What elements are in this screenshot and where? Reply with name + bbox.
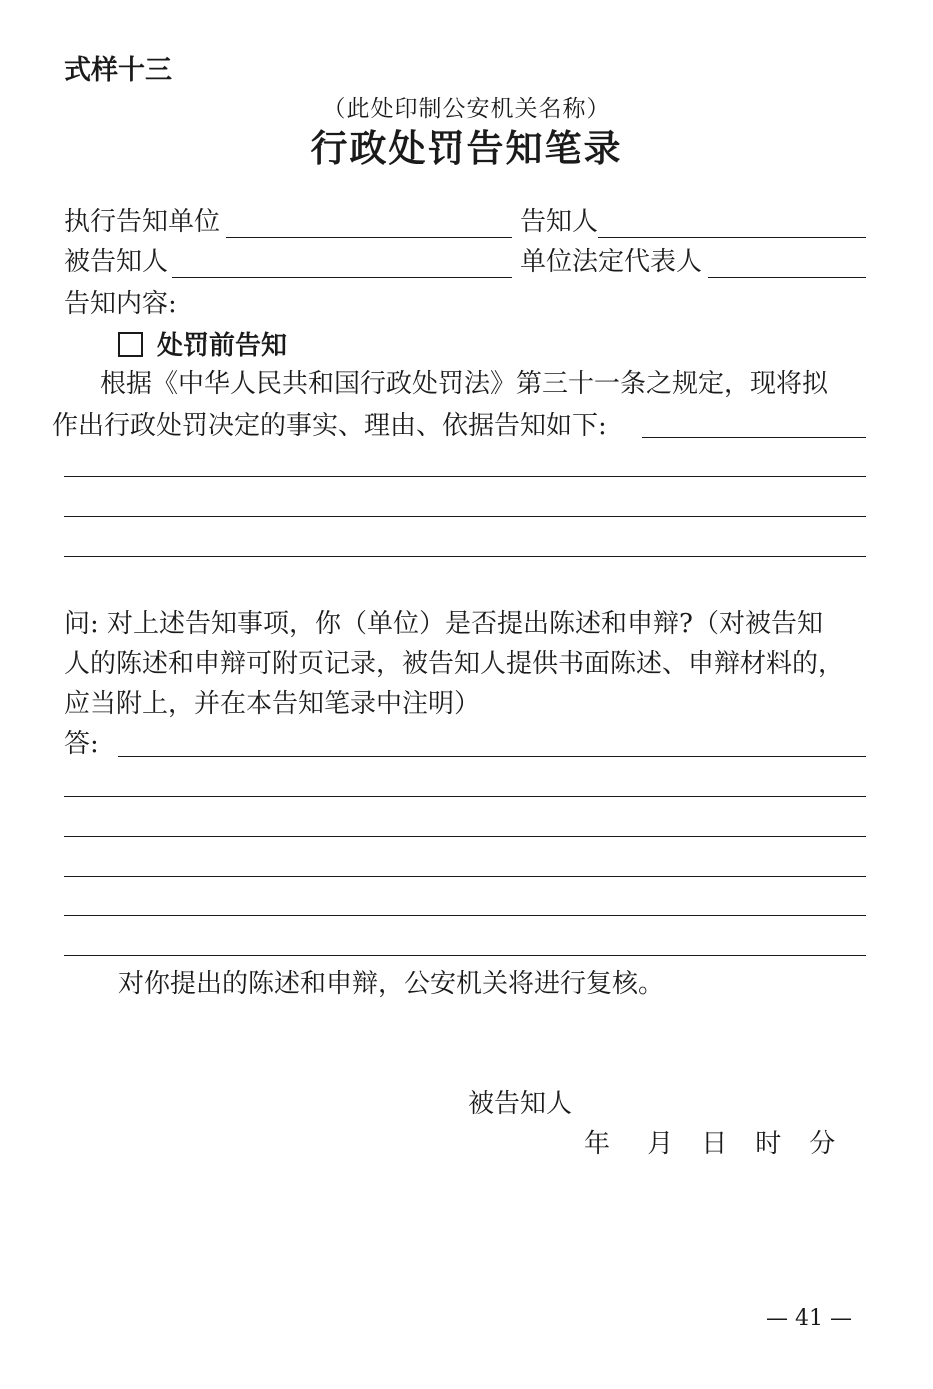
notified-person-label: 被告知人: [64, 247, 169, 277]
sample-label: 式样十三: [64, 55, 172, 86]
facts-line[interactable]: [64, 516, 866, 517]
answer-line[interactable]: [64, 876, 866, 877]
signature-datetime: 年 月 日 时 分: [584, 1129, 837, 1159]
form-title: 行政处罚告知笔录: [310, 126, 623, 170]
notice-text-line-2: 作出行政处罚决定的事实、理由、依据告知如下:: [52, 411, 607, 441]
facts-field[interactable]: [642, 437, 866, 438]
checkbox[interactable]: [118, 332, 143, 357]
notifier-field[interactable]: [598, 237, 866, 238]
checkbox-label: 处罚前告知: [157, 331, 288, 361]
page-number: — 41 —: [766, 1306, 852, 1331]
answer-line[interactable]: [64, 836, 866, 837]
notifying-unit-label: 执行告知单位: [64, 207, 221, 237]
notifier-label: 告知人: [520, 207, 599, 237]
notice-text-line-1: 根据《中华人民共和国行政处罚法》第三十一条之规定，现将拟: [100, 369, 829, 399]
question-line-2: 人的陈述和申辩可附页记录，被告知人提供书面陈述、申辩材料的，: [64, 649, 845, 679]
legal-representative-label: 单位法定代表人: [520, 247, 703, 277]
facts-line[interactable]: [64, 556, 866, 557]
answer-line[interactable]: [64, 796, 866, 797]
legal-representative-field[interactable]: [708, 277, 866, 278]
pre-penalty-notice-option[interactable]: [118, 330, 287, 362]
answer-line[interactable]: [64, 955, 866, 956]
notifying-unit-field[interactable]: [226, 237, 512, 238]
facts-line[interactable]: [64, 476, 866, 477]
signature-label: 被告知人: [468, 1089, 573, 1119]
answer-label: 答:: [64, 729, 99, 759]
notified-person-field[interactable]: [172, 277, 512, 278]
question-line-1: 问: 对上述告知事项，你（单位）是否提出陈述和申辩?（对被告知: [64, 609, 823, 639]
authority-name-placeholder: （此处印制公安机关名称）: [322, 96, 611, 122]
question-line-3: 应当附上，并在本告知笔录中注明）: [64, 689, 481, 719]
content-label: 告知内容:: [64, 289, 177, 319]
answer-line[interactable]: [64, 915, 866, 916]
answer-field[interactable]: [118, 756, 866, 757]
review-statement: 对你提出的陈述和申辩，公安机关将进行复核。: [118, 969, 665, 999]
